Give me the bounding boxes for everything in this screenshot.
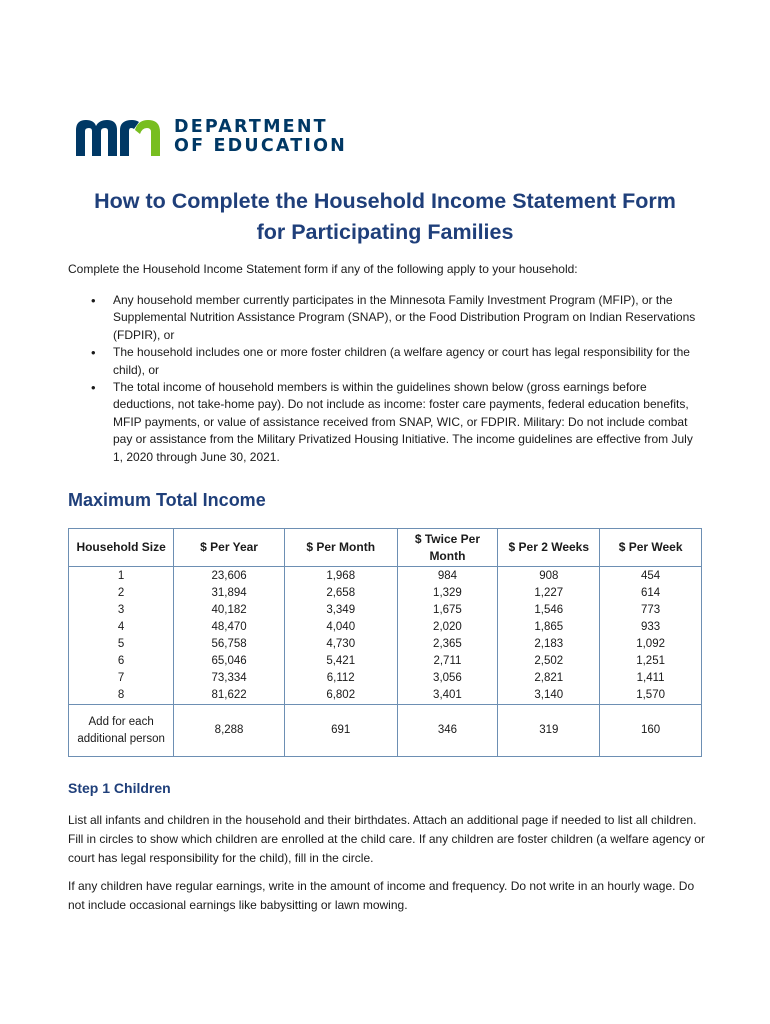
table-cell: 3 xyxy=(69,602,174,619)
table-cell: 1 xyxy=(69,567,174,586)
table-cell: Add for each additional person xyxy=(69,705,174,757)
table-cell: 1,092 xyxy=(600,636,702,653)
table-cell: 1,329 xyxy=(397,585,498,602)
table-cell: 7 xyxy=(69,670,174,687)
table-cell: 691 xyxy=(284,705,397,757)
table-cell: 1,968 xyxy=(284,567,397,586)
page-title xyxy=(0,186,770,248)
table-cell: 2,020 xyxy=(397,619,498,636)
table-cell: 614 xyxy=(600,585,702,602)
table-cell: 31,894 xyxy=(174,585,285,602)
table-cell: 3,056 xyxy=(397,670,498,687)
table-cell: 4 xyxy=(69,619,174,636)
table-cell: 65,046 xyxy=(174,653,285,670)
table-cell: 908 xyxy=(498,567,600,586)
table-cell: 3,349 xyxy=(284,602,397,619)
table-cell: 1,570 xyxy=(600,687,702,705)
table-cell: 1,411 xyxy=(600,670,702,687)
table-cell: 2,821 xyxy=(498,670,600,687)
mn-department-of-education-logo xyxy=(76,118,347,156)
table-cell: 8,288 xyxy=(174,705,285,757)
table-cell: 6,802 xyxy=(284,687,397,705)
table-cell: 2,183 xyxy=(498,636,600,653)
logo-line-2: OF EDUCATION xyxy=(174,136,348,156)
table-cell: 773 xyxy=(600,602,702,619)
page-title-line-2: for Participating Families xyxy=(256,220,514,244)
table-cell: 2,365 xyxy=(397,636,498,653)
table-row xyxy=(69,705,702,757)
column-header: $ Per Year xyxy=(174,529,285,567)
logo-line-1: DEPARTMENT xyxy=(174,117,328,137)
table-row xyxy=(69,687,702,705)
eligibility-list xyxy=(68,292,698,466)
step-1-paragraph-2: If any children have regular earnings, write in the amount of income and frequency. Do not write in an hourly wage. Do not include occasional earnings like babysitting or lawn mowing. xyxy=(68,879,695,912)
table-cell: 346 xyxy=(397,705,498,757)
table-cell: 2,711 xyxy=(397,653,498,670)
table-cell: 1,865 xyxy=(498,619,600,636)
table-cell: 319 xyxy=(498,705,600,757)
table-cell: 984 xyxy=(397,567,498,586)
table-cell: 73,334 xyxy=(174,670,285,687)
table-cell: 4,730 xyxy=(284,636,397,653)
table-cell: 160 xyxy=(600,705,702,757)
column-header: $ Per Month xyxy=(284,529,397,567)
mn-logo-icon xyxy=(76,118,160,156)
table-cell: 1,675 xyxy=(397,602,498,619)
table-row xyxy=(69,619,702,636)
table-cell: 2,658 xyxy=(284,585,397,602)
page-title-line-1: How to Complete the Household Income Statement Form xyxy=(94,189,676,213)
column-header: Household Size xyxy=(69,529,174,567)
table-row xyxy=(69,636,702,653)
step-1-title: Step 1 Children xyxy=(68,780,171,796)
table-cell: 6 xyxy=(69,653,174,670)
table-cell: 6,112 xyxy=(284,670,397,687)
intro-text: Complete the Household Income Statement form if any of the following apply to your household: xyxy=(68,262,578,276)
table-cell: 23,606 xyxy=(174,567,285,586)
eligibility-item: • The total income of household members is within the guidelines shown below (gross earnings before deductions, not take-home pay). Do not include as income: foster care payments, federal education benefits, MFIP payments, or value of assistance received from SNAP, WIC, or FDPIR. Military: Do not include combat pay or assistance from the Military Privatized Housing Initiative. The income guidelines are effective from July 1, 2020 through June 30, 2021. xyxy=(68,379,698,466)
eligibility-item: • Any household member currently participates in the Minnesota Family Investment Program (MFIP), or the Supplemental Nutrition Assistance Program (SNAP), or the Food Distribution Program on Indian Reservations (FDPIR), or xyxy=(68,292,698,344)
table-cell: 1,227 xyxy=(498,585,600,602)
table-cell: 48,470 xyxy=(174,619,285,636)
table-cell: 81,622 xyxy=(174,687,285,705)
table-row xyxy=(69,653,702,670)
table-row xyxy=(69,602,702,619)
table-cell: 2 xyxy=(69,585,174,602)
table-cell: 1,251 xyxy=(600,653,702,670)
table-cell: 933 xyxy=(600,619,702,636)
step-1-paragraph-1: List all infants and children in the household and their birthdates. Attach an additional page if needed to list all children. Fill in circles to show which children are enrolled at the child care. If any children are foster children (a welfare agency or court has legal responsibility for the child), fill in the circle. xyxy=(68,813,705,865)
column-header: $ Per 2 Weeks xyxy=(498,529,600,567)
section-title-maximum-total-income: Maximum Total Income xyxy=(68,490,266,510)
column-header: $ Per Week xyxy=(600,529,702,567)
table-row xyxy=(69,670,702,687)
column-header: $ Twice Per Month xyxy=(397,529,498,567)
table-row xyxy=(69,567,702,586)
eligibility-item: • The household includes one or more foster children (a welfare agency or court has legal responsibility for the child), or xyxy=(68,344,698,379)
table-cell: 2,502 xyxy=(498,653,600,670)
table-cell: 3,401 xyxy=(397,687,498,705)
table-cell: 40,182 xyxy=(174,602,285,619)
logo-wordmark xyxy=(174,118,347,156)
table-cell: 3,140 xyxy=(498,687,600,705)
table-header-row xyxy=(69,529,702,567)
table-cell: 4,040 xyxy=(284,619,397,636)
table-cell: 8 xyxy=(69,687,174,705)
table-cell: 5,421 xyxy=(284,653,397,670)
table-cell: 5 xyxy=(69,636,174,653)
table-cell: 56,758 xyxy=(174,636,285,653)
income-guidelines-table xyxy=(68,528,702,757)
table-cell: 454 xyxy=(600,567,702,586)
table-body xyxy=(69,567,702,757)
table-row xyxy=(69,585,702,602)
table-cell: 1,546 xyxy=(498,602,600,619)
